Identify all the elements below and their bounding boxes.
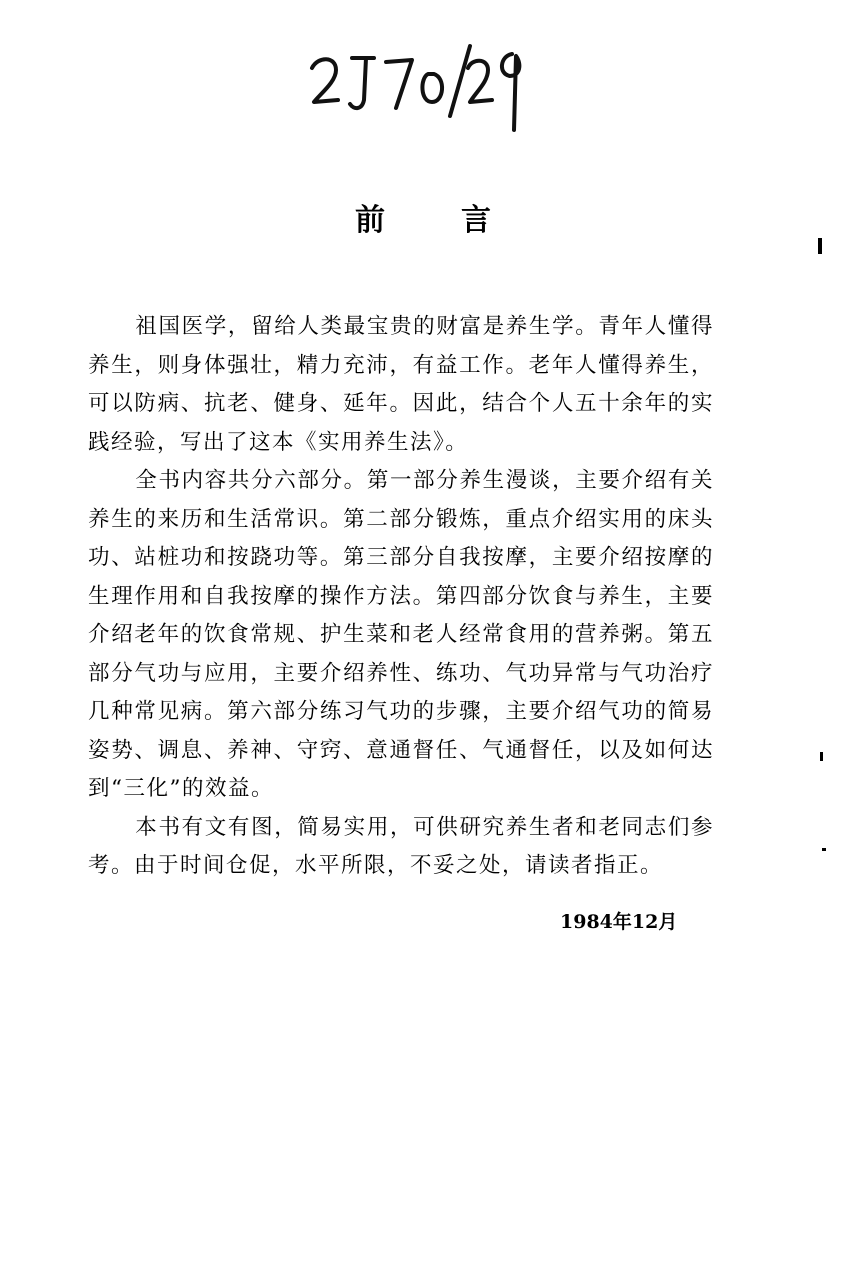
- paragraph-3: 本书有文有图，简易实用，可供研究养生者和老同志们参考。由于时间仓促，水平所限，不妥之处，请读者指正。: [88, 814, 714, 878]
- paragraph-2: 全书内容共分六部分。第一部分养生漫谈，主要介绍有关养生的来历和生活常识。第二部分锻炼，重点介绍实用的床头功、站桩功和按跷功等。第三部分自我按摩，主要介绍按摩的生理作用和自我按摩的操作方法。第四部分饮食与养生，主要介绍老年的饮食常规、护生菜和老人经常食用的营养粥。第五部分气功与应用，主要介绍养性、练功、气功异常与气功治疗几种常见病。第六部分练习气功的步骤，主要介绍气功的简易姿势、调息、养神、守窍、意通督任、气通督任，以及如何达到“三化”的效益。: [88, 468, 714, 801]
- scan-mark: [818, 238, 822, 254]
- page-title: [0, 195, 846, 239]
- paragraph-1: 祖国医学，留给人类最宝贵的财富是养生学。青年人懂得养生，则身体强壮，精力充沛，有益工作。老年人懂得养生，可以防病、抗老、健身、延年。因此，结合个人五十余年的实践经验，写出了这本《实用养生法》。: [88, 314, 714, 455]
- date-line: 1984年12月: [560, 911, 678, 933]
- title-char-2: 言: [461, 203, 491, 238]
- handwritten-note: [300, 30, 540, 150]
- preface-body: [88, 308, 714, 886]
- scan-mark: [822, 848, 826, 851]
- handwritten-note-graphic: [300, 30, 540, 150]
- scan-mark: [820, 752, 823, 761]
- title-char-1: 前: [355, 203, 385, 238]
